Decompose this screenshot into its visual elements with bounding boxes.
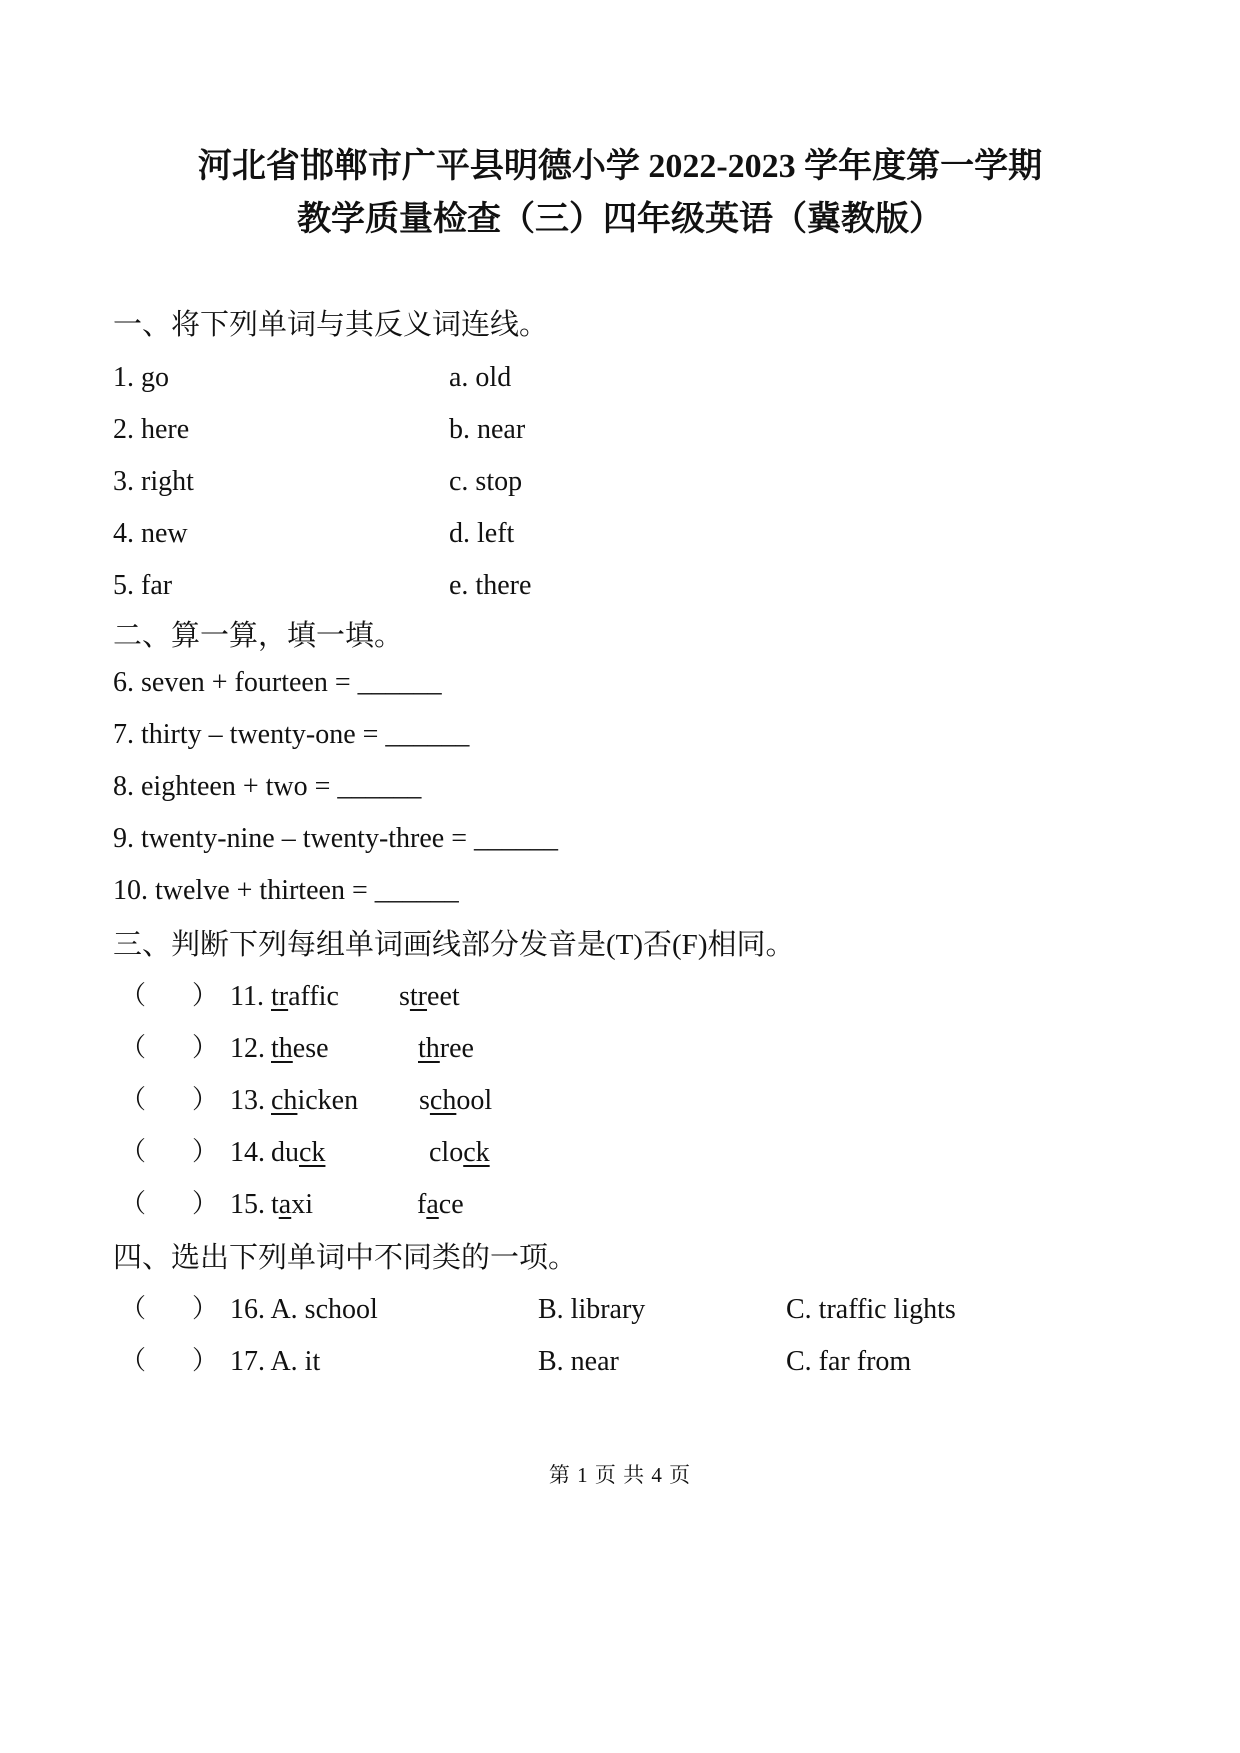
s1-right-item: c. stop — [449, 466, 523, 497]
s1-right-item: a. old — [449, 362, 512, 393]
s3-item-number: 12. — [230, 1033, 265, 1064]
s4-option-b: B. near — [538, 1346, 619, 1377]
s3-word-1: these — [271, 1033, 329, 1064]
s3-word-2: school — [419, 1085, 493, 1116]
answer-paren-close: ） — [192, 981, 219, 1010]
s2-item: 7. thirty – twenty-one = ______ — [113, 719, 470, 750]
s1-left-item: 4. new — [113, 518, 188, 549]
s4-option-c: C. far from — [786, 1346, 912, 1377]
s1-left-item: 3. right — [113, 466, 194, 497]
answer-paren-close: ） — [192, 1189, 219, 1218]
s3-word-1: traffic — [271, 981, 339, 1012]
underlined-part: a — [426, 1189, 439, 1220]
answer-paren-close: ） — [192, 1033, 219, 1062]
s4-option-a: 17. A. it — [230, 1346, 321, 1377]
answer-paren-close: ） — [192, 1294, 219, 1323]
answer-paren-open: （ — [120, 1346, 147, 1375]
answer-paren-open: （ — [120, 1189, 147, 1218]
underlined-part: ck — [463, 1137, 490, 1168]
s1-right-item: d. left — [449, 518, 515, 549]
answer-paren-close: ） — [192, 1085, 219, 1114]
title-line-1: 河北省邯郸市广平县明德小学 2022-2023 学年度第一学期 — [197, 148, 1043, 185]
answer-paren-open: （ — [120, 1085, 147, 1114]
s3-item-number: 15. — [230, 1189, 265, 1220]
underlined-part: ch — [429, 1085, 457, 1116]
s3-word-2: three — [418, 1033, 474, 1064]
s3-item-number: 14. — [230, 1137, 265, 1168]
s1-left-item: 1. go — [113, 362, 169, 393]
s2-item: 9. twenty-nine – twenty-three = ______ — [113, 823, 559, 854]
underlined-part: tr — [409, 981, 428, 1012]
s1-right-item: e. there — [449, 570, 532, 601]
s3-word-1: taxi — [271, 1189, 313, 1220]
page-footer: 第 1 页 共 4 页 — [548, 1463, 692, 1487]
s3-word-2: face — [417, 1189, 464, 1220]
underlined-part: tr — [271, 981, 289, 1012]
underlined-part: ck — [299, 1137, 326, 1168]
s3-item-number: 11. — [230, 981, 264, 1012]
underlined-part: th — [271, 1033, 293, 1064]
s4-option-a: 16. A. school — [230, 1294, 378, 1325]
section-3-heading: 三、判断下列每组单词画线部分发音是(T)否(F)相同。 — [113, 929, 795, 961]
s3-word-2: street — [399, 981, 460, 1012]
underlined-part: a — [278, 1189, 292, 1220]
s1-right-item: b. near — [449, 414, 526, 445]
answer-paren-open: （ — [120, 1137, 147, 1166]
underlined-part: th — [418, 1033, 440, 1064]
s3-word-1: chicken — [271, 1085, 359, 1116]
answer-paren-open: （ — [120, 1294, 147, 1323]
answer-paren-open: （ — [120, 981, 147, 1010]
s3-item-number: 13. — [230, 1085, 265, 1116]
underlined-part: ch — [271, 1085, 298, 1116]
s1-left-item: 2. here — [113, 414, 190, 445]
s2-item: 10. twelve + thirteen = ______ — [113, 875, 459, 906]
s3-word-1: duck — [271, 1137, 326, 1168]
s1-left-item: 5. far — [113, 570, 173, 601]
title-line-2: 教学质量检查（三）四年级英语（冀教版） — [297, 201, 943, 238]
answer-paren-close: ） — [192, 1346, 219, 1375]
answer-paren-close: ） — [192, 1137, 219, 1166]
section-4-heading: 四、选出下列单词中不同类的一项。 — [113, 1242, 578, 1274]
section-1-heading: 一、将下列单词与其反义词连线。 — [113, 309, 549, 341]
s4-option-b: B. library — [538, 1294, 646, 1325]
s2-item: 8. eighteen + two = ______ — [113, 771, 422, 802]
answer-paren-open: （ — [120, 1033, 147, 1062]
s3-word-2: clock — [429, 1137, 490, 1168]
s4-option-c: C. traffic lights — [786, 1294, 956, 1325]
s2-item: 6. seven + fourteen = ______ — [113, 667, 442, 698]
section-2-heading: 二、算一算，填一填。 — [113, 620, 404, 652]
